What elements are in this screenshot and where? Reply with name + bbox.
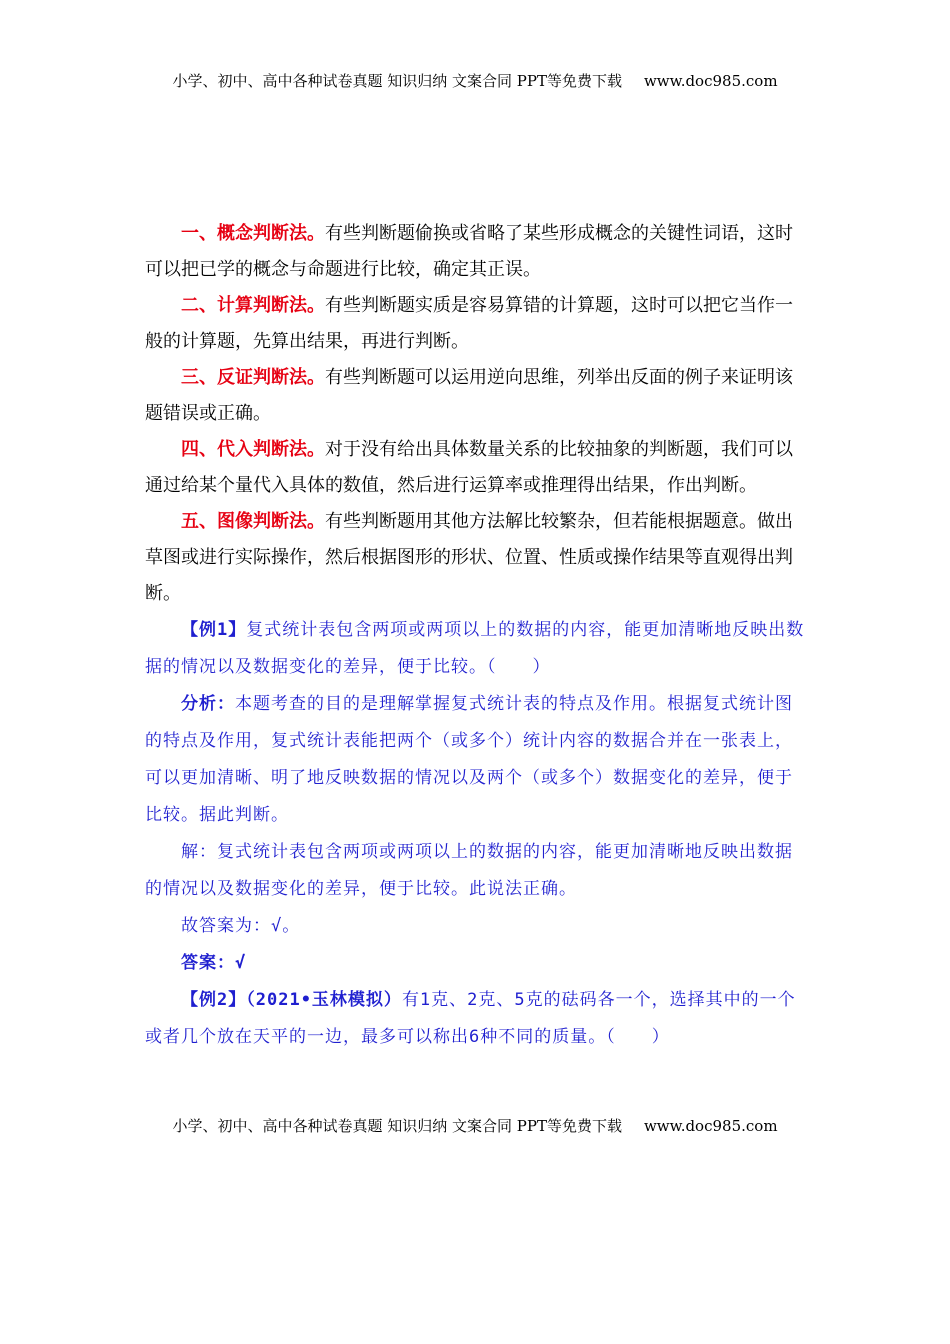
method-title: 二、计算判断法。 [181, 295, 325, 316]
example2-source: （2021•玉林模拟） [246, 990, 402, 1010]
example1-question [145, 612, 805, 686]
header-text: 小学、初中、高中各种试卷真题 知识归纳 文案合同 PPT等免费下载 [172, 72, 622, 90]
document-body [145, 216, 805, 1056]
example2-question [145, 982, 805, 1056]
method-body: 有些判断题用其他方法解比较繁杂，但若能根据题意。做出草图或进行实际操作，然后根据图形的形状、位置、性质或操作结果等直观得出判断。 [145, 511, 793, 604]
method-paragraph [145, 216, 805, 288]
footer-url[interactable]: www.doc985.com [643, 1117, 778, 1135]
example1-answer [145, 945, 805, 982]
header-url[interactable]: www.doc985.com [643, 72, 778, 90]
method-paragraph [145, 288, 805, 360]
page-footer [0, 1115, 950, 1136]
method-paragraph [145, 360, 805, 432]
method-paragraph [145, 504, 805, 612]
method-paragraph [145, 432, 805, 504]
method-body: 有些判断题实质是容易算错的计算题，这时可以把它当作一般的计算题，先算出结果，再进行判断。 [145, 295, 793, 352]
method-title: 五、图像判断法。 [181, 511, 325, 532]
method-body: 有些判断题偷换或省略了某些形成概念的关键性词语，这时可以把已学的概念与命题进行比较，确定其正误。 [145, 223, 793, 280]
example2-label: 【例2】 [181, 990, 247, 1010]
page-header [0, 70, 950, 91]
example2-question-text: 有1克、2克、5克的砝码各一个，选择其中的一个或者几个放在天平的一边，最多可以称出6种不同的质量。（ ） [145, 990, 796, 1047]
example1-label: 【例1】 [181, 620, 247, 640]
example1-analysis [145, 686, 805, 834]
example1-conclusion: 故答案为：√。 [181, 916, 301, 936]
method-title: 一、概念判断法。 [181, 223, 325, 244]
method-body: 有些判断题可以运用逆向思维，列举出反面的例子来证明该题错误或正确。 [145, 367, 793, 424]
answer-value: √ [235, 953, 247, 973]
method-title: 三、反证判断法。 [181, 367, 325, 388]
method-title: 四、代入判断法。 [181, 439, 325, 460]
footer-text: 小学、初中、高中各种试卷真题 知识归纳 文案合同 PPT等免费下载 [172, 1117, 622, 1135]
example1-question-text: 复式统计表包含两项或两项以上的数据的内容，能更加清晰地反映出数据的情况以及数据变化的差异，便于比较。（ ） [145, 620, 805, 677]
answer-label: 答案： [181, 953, 235, 973]
analysis-text: 本题考查的目的是理解掌握复式统计表的特点及作用。根据复式统计图的特点及作用，复式统计表能把两个（或多个）统计内容的数据合并在一张表上，可以更加清晰、明了地反映数据的情况以及两个（或多个）数据变化的差异，便于比较。据此判断。 [145, 694, 793, 825]
method-body: 对于没有给出具体数量关系的比较抽象的判断题，我们可以通过给某个量代入具体的数值，然后进行运算率或推理得出结果，作出判断。 [145, 439, 793, 496]
example1-solution: 解：复式统计表包含两项或两项以上的数据的内容，能更加清晰地反映出数据的情况以及数据变化的差异，便于比较。此说法正确。 [145, 842, 793, 899]
analysis-label: 分析： [181, 694, 235, 714]
